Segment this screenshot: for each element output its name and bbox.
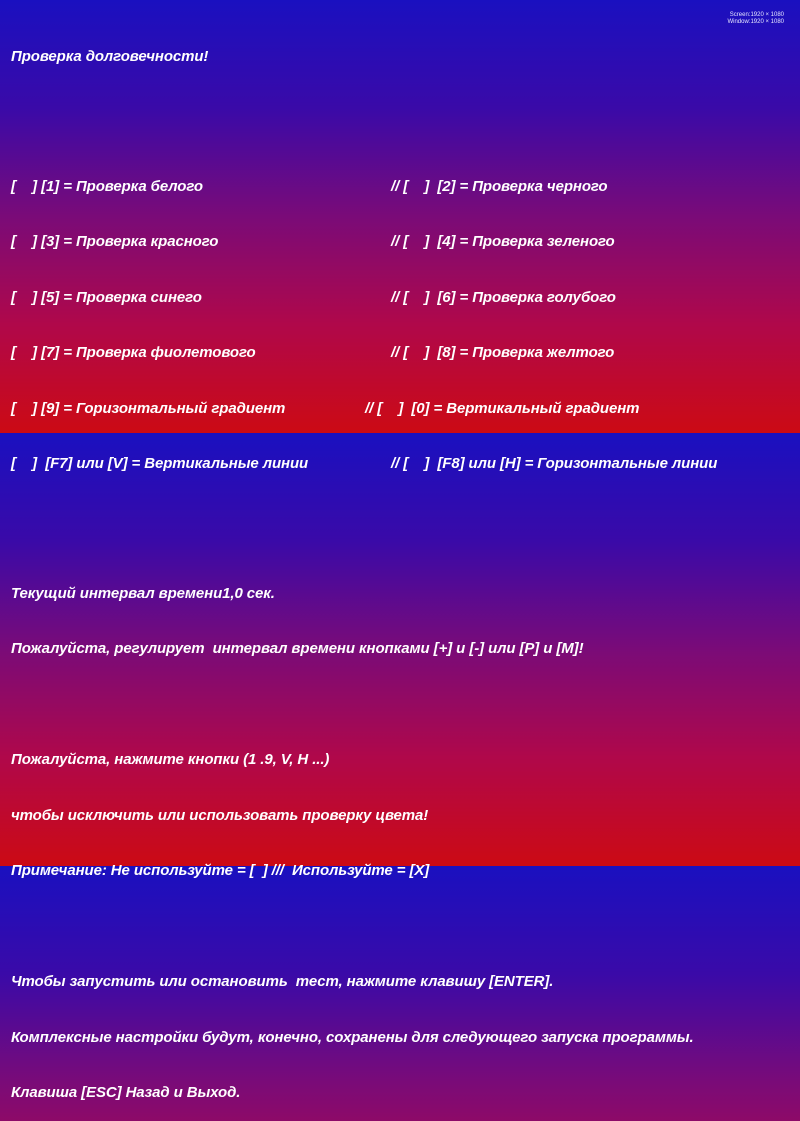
option-row <box>11 289 791 308</box>
screen-resolution: Screen:1920 × 1080 <box>729 12 784 18</box>
interval-help: Пожалуйста, регулирует интервал времени кнопками [+] и [-] или [P] и [M]! <box>11 640 584 657</box>
option-row <box>11 344 791 363</box>
option-black[interactable]: // [ ] [2] = Проверка черного <box>391 177 608 195</box>
option-purple[interactable]: [ ] [7] = Проверка фиолетового <box>11 344 256 361</box>
option-row <box>11 400 791 419</box>
esc-help: Клавиша [ESC] Назад и Выход. <box>11 1084 241 1101</box>
page-title: Проверка долговечности! <box>11 48 209 65</box>
settings-help: Комплексные настройки будут, конечно, сохранены для следующего запуска программы. <box>11 1028 694 1046</box>
interval-line: Текущий интервал времени1,0 сек. <box>11 584 275 602</box>
window-resolution: Window:1920 × 1080 <box>727 19 784 25</box>
option-row <box>11 233 791 252</box>
buttons-help-2: чтобы исключить или использовать проверку цвета! <box>11 806 429 824</box>
option-yellow[interactable]: // [ ] [8] = Проверка желтого <box>391 344 615 361</box>
option-vertical-gradient[interactable]: // [ ] [0] = Вертикальный градиент <box>365 399 640 417</box>
option-blue[interactable]: [ ] [5] = Проверка синего <box>11 288 202 306</box>
buttons-help: Пожалуйста, нажмите кнопки (1 .9, V, H ...) <box>11 751 330 768</box>
option-horizontal-gradient[interactable]: [ ] [9] = Горизонтальный градиент <box>11 399 286 417</box>
option-white[interactable]: [ ] [1] = Проверка белого <box>11 177 203 195</box>
option-horizontal-lines[interactable]: // [ ] [F8] или [H] = Горизонтальные линии <box>391 455 718 472</box>
option-row <box>11 178 791 197</box>
option-red[interactable]: [ ] [3] = Проверка красного <box>11 233 219 250</box>
test-instructions <box>11 11 791 1121</box>
option-vertical-lines[interactable]: [ ] [F7] или [V] = Вертикальные линии <box>11 455 309 472</box>
option-cyan[interactable]: // [ ] [6] = Проверка голубого <box>391 288 616 306</box>
note: Примечание: Не используйте = [ ] /// Используйте = [X] <box>11 862 430 879</box>
start-help: Чтобы запустить или остановить тест, нажмите клавишу [ENTER]. <box>11 973 554 990</box>
option-row <box>11 455 791 474</box>
option-green[interactable]: // [ ] [4] = Проверка зеленого <box>391 233 615 250</box>
